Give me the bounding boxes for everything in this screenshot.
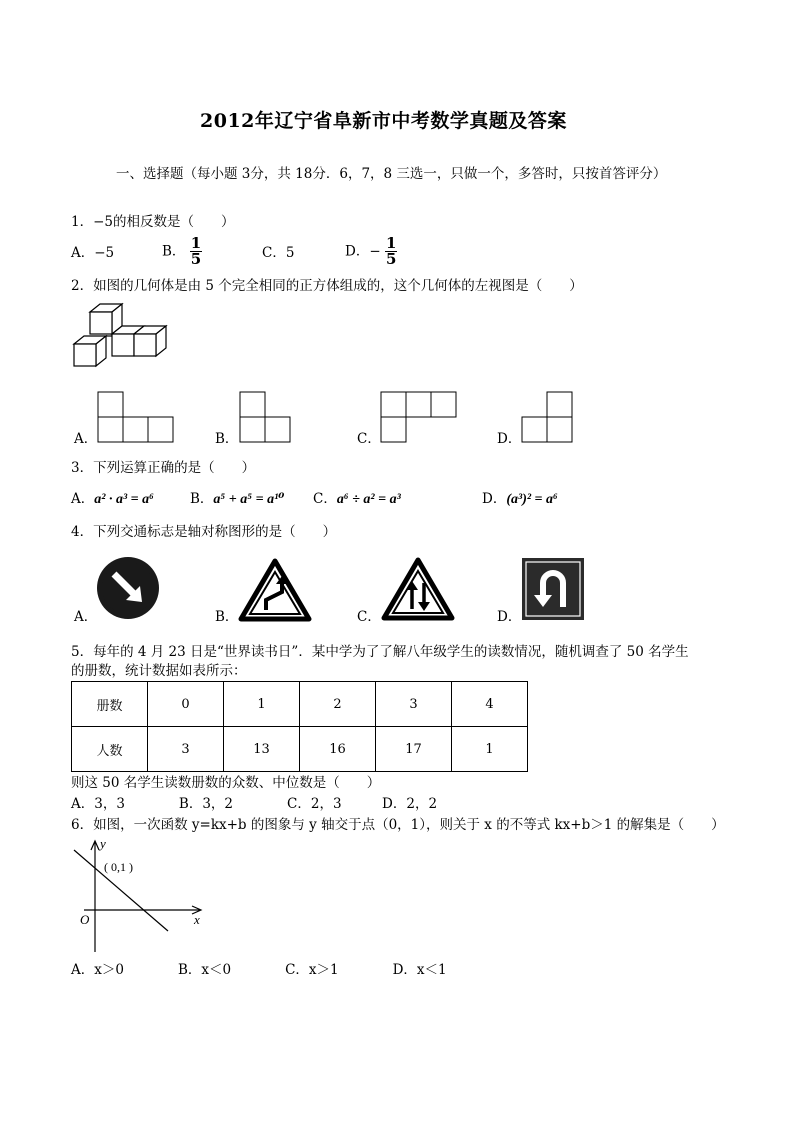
q5-stem-line1: 5．每年的 4 月 23 日是“世界读书日”．某中学为了了解八年级学生的读数情况，随机调查了 50 名学生: [71, 644, 689, 660]
sign-double-bend-icon: [238, 558, 312, 622]
origin-label: O: [80, 912, 90, 927]
table-row-header: 人数: [72, 727, 148, 772]
fraction: [385, 236, 397, 267]
q3-option-b-label: B．: [190, 491, 214, 507]
table-cell: 3: [148, 727, 224, 772]
cube-solid-figure: [70, 302, 190, 372]
table-cell: 17: [376, 727, 452, 772]
q2-view-c: [380, 391, 460, 443]
table-row-header: 册数: [72, 682, 148, 727]
table-cell: 4: [452, 682, 528, 727]
q3-option-d-label: D．: [482, 491, 507, 507]
sign-keep-right-icon: [96, 556, 160, 620]
q1-option-a: A．−5: [71, 245, 115, 261]
sign-two-way-traffic-icon: [381, 557, 455, 621]
table-cell: 0: [148, 682, 224, 727]
table-row: [72, 727, 528, 772]
y-axis-label: y: [100, 836, 106, 851]
q4-option-a: A．: [74, 609, 98, 625]
table-cell: 16: [300, 727, 376, 772]
table-cell: 3: [376, 682, 452, 727]
q3-option-c: [313, 490, 401, 509]
fraction-numerator: 1: [190, 234, 202, 252]
q2-option-a: A．: [74, 431, 98, 447]
table-cell: 1: [452, 727, 528, 772]
q1-option-c: C．5: [262, 245, 295, 261]
x-axis-label: x: [194, 912, 200, 927]
q2-option-d: D．: [497, 431, 522, 447]
q3-option-b-expression: a⁵ + a⁵ = a¹⁰: [213, 492, 285, 507]
q3-option-d-expression: (a³)² = a⁶: [506, 492, 558, 507]
q2-view-b: [239, 391, 294, 443]
q1-option-d: [345, 236, 397, 267]
q2-stem: 2．如图的几何体是由 5 个完全相同的正方体组成的，这个几何体的左视图是（ ）: [71, 278, 583, 294]
q2-view-a: [97, 391, 177, 443]
q3-option-a-expression: a² · a³ = a⁶: [94, 492, 154, 507]
fraction-denominator: 5: [385, 250, 397, 268]
q3-option-a: [71, 490, 154, 509]
q3-option-c-expression: a⁶ ÷ a² = a³: [336, 492, 401, 507]
q5-options: A．3，3 B．3，2 C．2，3 D．2，2: [71, 796, 438, 812]
q2-option-b: B．: [215, 431, 239, 447]
q3-option-d: [482, 490, 558, 509]
q5-question: 则这 50 名学生读数册数的众数、中位数是（ ）: [71, 775, 381, 791]
q6-function-graph: [70, 836, 210, 956]
q3-option-c-label: C．: [313, 491, 337, 507]
q1-option-b: [162, 236, 202, 267]
point-label: ( 0,1 ): [104, 860, 133, 874]
q4-option-c: C．: [357, 609, 381, 625]
fraction-denominator: 5: [190, 250, 202, 268]
q4-stem: 4．下列交通标志是轴对称图形的是（ ）: [71, 524, 337, 540]
page-title: 2012年辽宁省阜新市中考数学真题及答案: [200, 110, 567, 132]
table-row: [72, 682, 528, 727]
table-cell: 13: [224, 727, 300, 772]
fraction-numerator: 1: [385, 234, 397, 252]
q3-option-b: [190, 490, 284, 509]
q4-option-d: D．: [497, 609, 522, 625]
q2-option-c: C．: [357, 431, 381, 447]
q1-option-d-label: D．−: [345, 243, 381, 260]
fraction: [190, 236, 202, 267]
q5-stem-line2: 的册数，统计数据如表所示：: [71, 663, 247, 679]
q1-option-b-label: B．: [162, 243, 186, 260]
section-header: 一、选择题（每小题 3分，共 18分．6，7，8 三选一，只做一个，多答时，只按首答评分）: [116, 166, 667, 182]
table-cell: 1: [224, 682, 300, 727]
q1-stem: 1．−5的相反数是（ ）: [71, 214, 235, 230]
q5-data-table: [71, 681, 528, 772]
q2-view-d: [521, 391, 576, 443]
q6-stem: 6．如图，一次函数 y=kx+b 的图象与 y 轴交于点（0，1），则关于 x 的不等式 kx+b＞1 的解集是（ ）: [71, 817, 725, 833]
table-cell: 2: [300, 682, 376, 727]
q3-option-a-label: A．: [71, 491, 95, 507]
sign-u-turn-icon: [521, 557, 585, 621]
q4-option-b: B．: [215, 609, 239, 625]
q3-stem: 3．下列运算正确的是（ ）: [71, 460, 256, 476]
q6-options: A．x＞0 B．x＜0 C．x＞1 D．x＜1: [71, 962, 447, 978]
